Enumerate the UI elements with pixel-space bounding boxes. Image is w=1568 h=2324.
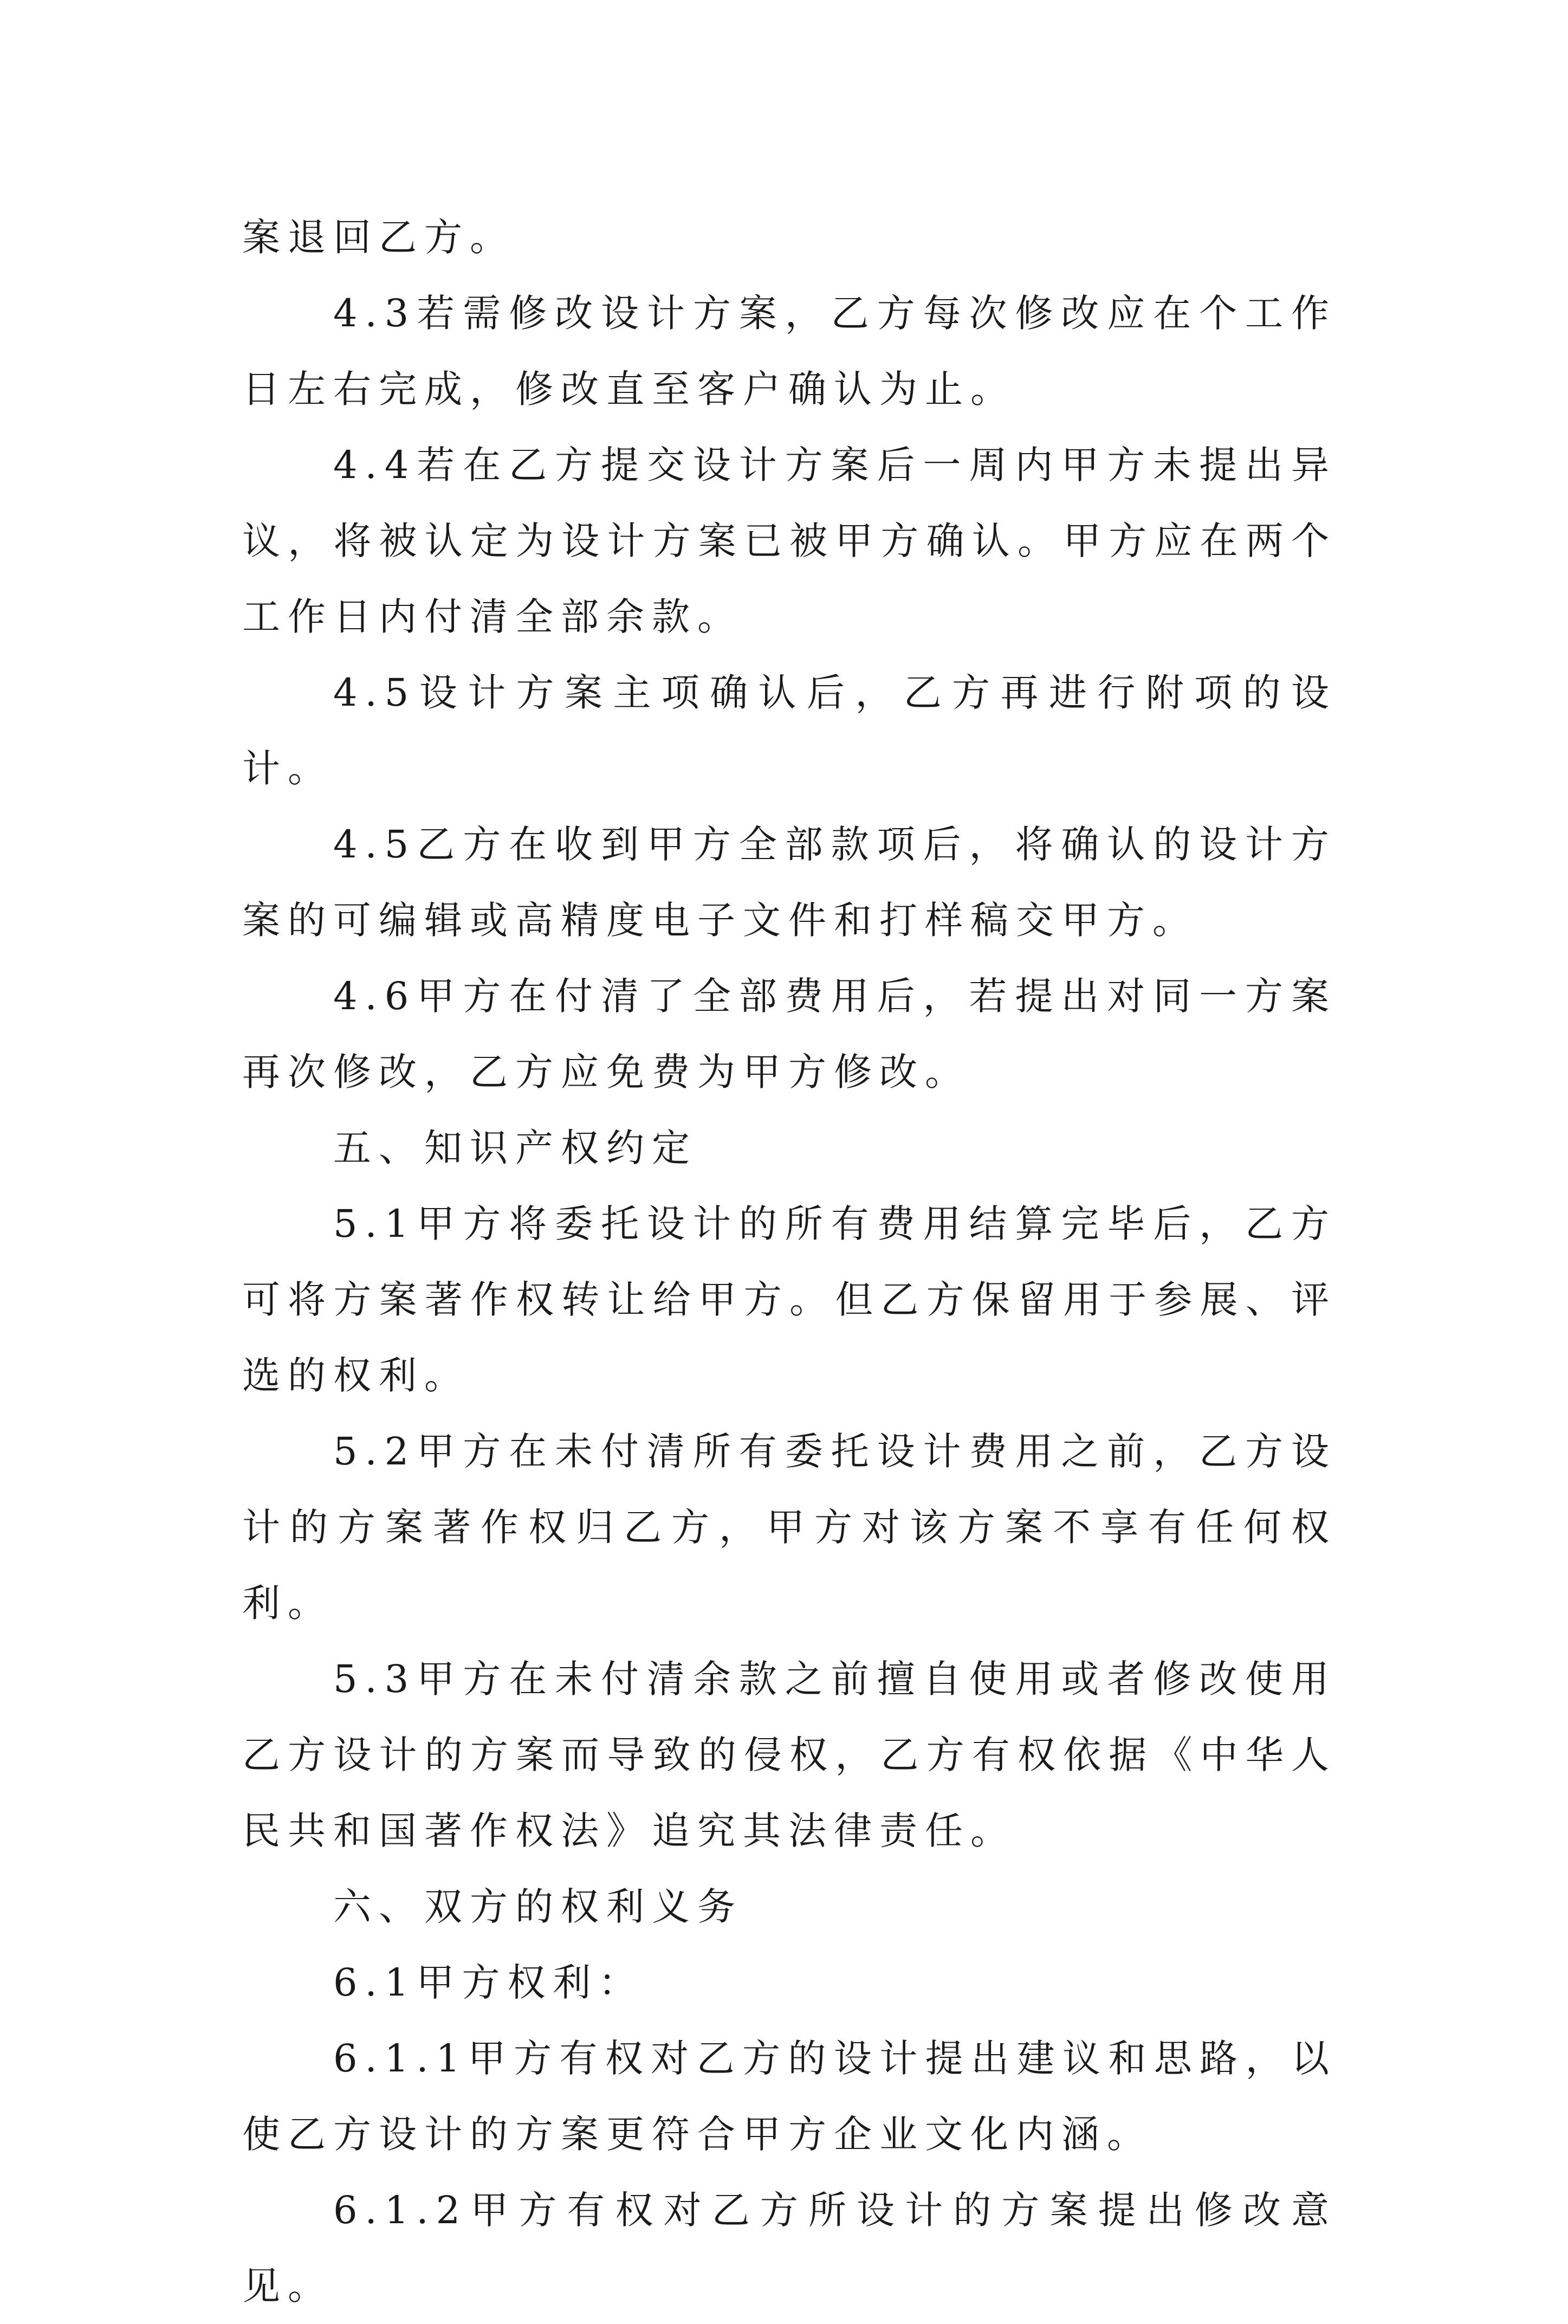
clause-4-3: 4.3若需修改设计方案，乙方每次修改应在个工作日左右完成，修改直至客户确认为止。 bbox=[242, 291, 1337, 411]
clause-5-1: 5.1甲方将委托设计的所有费用结算完毕后，乙方可将方案著作权转让给甲方。但乙方保留用于参展、评选的权利。 bbox=[242, 1202, 1337, 1398]
clause-4-5-b: 4.5乙方在收到甲方全部款项后，将确认的设计方案的可编辑或高精度电子文件和打样稿交甲方。 bbox=[242, 822, 1337, 942]
paragraph-continuation: 案退回乙方。 bbox=[242, 215, 515, 260]
section-heading-6: 六、双方的权利义务 bbox=[333, 1884, 743, 1929]
document-body bbox=[242, 199, 1337, 2324]
clause-6-1: 6.1甲方权利： bbox=[333, 1960, 644, 2005]
section-heading-5: 五、知识产权约定 bbox=[333, 1126, 697, 1170]
clause-4-4: 4.4若在乙方提交设计方案后一周内甲方未提出异议，将被认定为设计方案已被甲方确认。甲方应在两个工作日内付清全部余款。 bbox=[242, 443, 1337, 639]
clause-4-5-a: 4.5设计方案主项确认后，乙方再进行附项的设计。 bbox=[242, 670, 1337, 791]
clause-5-2: 5.2甲方在未付清所有委托设计费用之前，乙方设计的方案著作权归乙方，甲方对该方案不享有任何权利。 bbox=[242, 1429, 1337, 1625]
clause-4-6: 4.6甲方在付清了全部费用后，若提出对同一方案再次修改，乙方应免费为甲方修改。 bbox=[242, 974, 1337, 1094]
clause-5-3: 5.3甲方在未付清余款之前擅自使用或者修改使用乙方设计的方案而导致的侵权，乙方有权依据《中华人民共和国著作权法》追究其法律责任。 bbox=[242, 1657, 1337, 1853]
clause-6-1-2: 6.1.2甲方有权对乙方所设计的方案提出修改意见。 bbox=[242, 2188, 1337, 2308]
clause-6-1-1: 6.1.1甲方有权对乙方的设计提出建议和思路，以使乙方设计的方案更符合甲方企业文化内涵。 bbox=[242, 2036, 1337, 2157]
